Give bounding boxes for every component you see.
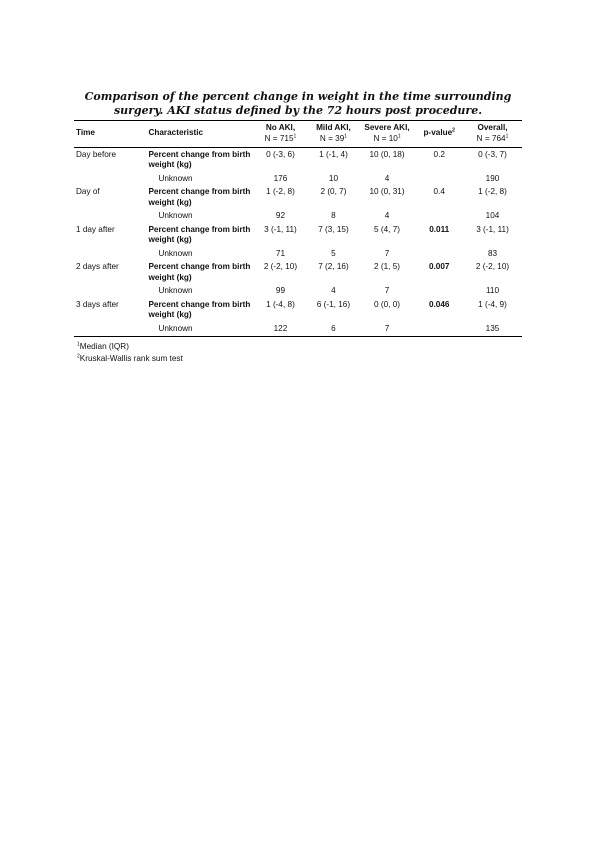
table-row-unknown bbox=[74, 322, 522, 336]
results-table bbox=[74, 120, 522, 337]
cell-pvalue: 0.2 bbox=[433, 149, 445, 159]
table-caption: Comparison of the percent change in weight in the time surrounding surgery. AKI status defined by the 72 hours post procedure. bbox=[84, 90, 512, 117]
cell-unknown-pvalue-empty bbox=[415, 172, 463, 186]
table-row bbox=[74, 223, 522, 247]
header-no-aki bbox=[253, 121, 309, 148]
header-characteristic: Characteristic bbox=[148, 128, 204, 138]
cell-no-aki: 2 (-2, 10) bbox=[263, 262, 298, 271]
cell-characteristic: Percent change from birth weight (kg) bbox=[148, 187, 251, 207]
cell-pvalue: 0.046 bbox=[428, 299, 450, 309]
cell-unknown-pvalue-empty bbox=[415, 285, 463, 299]
cell-no-aki: 3 (-1, 11) bbox=[264, 224, 297, 234]
cell-unknown-severe-aki: 7 bbox=[384, 248, 390, 258]
footnote-1: $^1$Median (IQR) bbox=[77, 341, 129, 351]
cell-no-aki: 1 (-2, 8) bbox=[266, 187, 295, 196]
footnote-2: $^2$Kruskal-Wallis rank sum test bbox=[77, 353, 183, 363]
cell-unknown-no-aki: 122 bbox=[253, 322, 309, 336]
cell-time: Day of bbox=[76, 187, 100, 196]
cell-unknown-mild-aki: 4 bbox=[331, 286, 336, 295]
cell-characteristic: Percent change from birth weight (kg) bbox=[148, 149, 251, 169]
header-pvalue: p-value$^2$ bbox=[423, 127, 455, 138]
cell-unknown-severe-aki: 4 bbox=[384, 211, 390, 220]
cell-unknown-label: Unknown bbox=[158, 173, 193, 183]
header-severe-aki-n: $N = 10^1$ bbox=[373, 132, 401, 143]
cell-unknown-no-aki: 176 bbox=[273, 173, 288, 183]
cell-unknown-overall: 190 bbox=[485, 173, 500, 183]
cell-unknown-label: Unknown bbox=[158, 248, 193, 258]
cell-characteristic: Percent change from birth weight (kg) bbox=[148, 262, 251, 282]
cell-unknown-overall: 104 bbox=[485, 211, 500, 220]
cell-unknown-label: Unknown bbox=[146, 322, 252, 336]
cell-mild-aki: 7 (3, 15) bbox=[318, 224, 349, 234]
cell-overall: 0 (-3, 7) bbox=[478, 149, 507, 159]
cell-time: 3 days after bbox=[76, 299, 119, 309]
header-time: Time bbox=[76, 128, 95, 138]
header-no-aki-n: $N = 715^1$ bbox=[264, 132, 297, 143]
cell-unknown-overall: 110 bbox=[485, 286, 500, 295]
table-row-unknown bbox=[74, 172, 522, 186]
table-row bbox=[74, 261, 522, 285]
cell-unknown-severe-aki: 7 bbox=[384, 286, 390, 295]
cell-time-empty bbox=[74, 322, 146, 336]
table-row bbox=[74, 186, 522, 210]
header-mild-aki-label: Mild AKI, bbox=[316, 123, 351, 132]
header-overall bbox=[463, 121, 522, 148]
cell-unknown-pvalue-empty bbox=[415, 247, 463, 261]
cell-unknown-no-aki: 99 bbox=[275, 286, 286, 295]
cell-unknown-mild-aki: 10 bbox=[328, 173, 339, 183]
cell-unknown-mild-aki: 8 bbox=[331, 211, 336, 220]
cell-unknown-overall: 83 bbox=[487, 248, 498, 258]
header-mild-aki bbox=[308, 121, 358, 148]
cell-severe-aki: 10 (0, 18) bbox=[369, 149, 405, 159]
header-overall-label: Overall, bbox=[477, 123, 508, 132]
cell-unknown-mild-aki: 6 bbox=[308, 322, 358, 336]
cell-unknown-overall: 135 bbox=[463, 322, 522, 336]
cell-overall: 3 (-1, 11) bbox=[476, 224, 509, 234]
table-header-row bbox=[74, 121, 522, 148]
cell-unknown-pvalue-empty bbox=[415, 210, 463, 224]
cell-unknown-label: Unknown bbox=[158, 286, 193, 295]
cell-severe-aki: 0 (0, 0) bbox=[374, 299, 400, 309]
cell-mild-aki: 6 (-1, 16) bbox=[316, 299, 351, 309]
cell-time: Day before bbox=[76, 149, 117, 159]
table-row-unknown bbox=[74, 210, 522, 224]
cell-severe-aki: 10 (0, 31) bbox=[369, 187, 405, 196]
header-no-aki-label: No AKI, bbox=[265, 123, 296, 132]
cell-no-aki: 1 (-4, 8) bbox=[266, 299, 295, 309]
cell-characteristic: Percent change from birth weight (kg) bbox=[148, 299, 251, 319]
table-row-unknown bbox=[74, 285, 522, 299]
table-row-unknown bbox=[74, 247, 522, 261]
cell-overall: 1 (-2, 8) bbox=[478, 187, 507, 196]
table-row bbox=[74, 298, 522, 322]
cell-unknown-label: Unknown bbox=[158, 211, 193, 220]
cell-time-empty bbox=[74, 210, 146, 224]
cell-characteristic: Percent change from birth weight (kg) bbox=[148, 224, 251, 244]
table-row bbox=[74, 148, 522, 173]
cell-unknown-pvalue-empty bbox=[415, 322, 463, 336]
cell-unknown-no-aki: 92 bbox=[275, 211, 286, 220]
cell-severe-aki: 2 (1, 5) bbox=[374, 262, 400, 271]
header-severe-aki bbox=[359, 121, 416, 148]
cell-time-empty bbox=[74, 285, 146, 299]
cell-no-aki: 0 (-3, 6) bbox=[266, 149, 295, 159]
cell-overall: 1 (-4, 9) bbox=[478, 299, 507, 309]
header-overall-n: $N = 764^1$ bbox=[476, 132, 509, 143]
cell-unknown-mild-aki: 5 bbox=[331, 248, 336, 258]
cell-unknown-severe-aki: 4 bbox=[384, 173, 390, 183]
cell-overall: 2 (-2, 10) bbox=[475, 262, 510, 271]
cell-pvalue: 0.4 bbox=[433, 187, 445, 196]
cell-time-empty bbox=[74, 247, 146, 261]
header-severe-aki-label: Severe AKI, bbox=[364, 123, 410, 132]
cell-unknown-no-aki: 71 bbox=[275, 248, 286, 258]
cell-pvalue: 0.007 bbox=[428, 262, 450, 271]
cell-mild-aki: 1 (-1, 4) bbox=[319, 149, 348, 159]
cell-unknown-severe-aki: 7 bbox=[359, 322, 416, 336]
cell-time-empty bbox=[74, 172, 146, 186]
header-mild-aki-n: $N = 39^1$ bbox=[319, 132, 348, 143]
cell-severe-aki: 5 (4, 7) bbox=[374, 224, 400, 234]
cell-mild-aki: 7 (2, 16) bbox=[318, 262, 349, 271]
cell-mild-aki: 2 (0, 7) bbox=[320, 187, 347, 196]
cell-pvalue: 0.011 bbox=[429, 224, 450, 234]
cell-time: 1 day after bbox=[76, 224, 115, 234]
cell-time: 2 days after bbox=[76, 262, 119, 271]
